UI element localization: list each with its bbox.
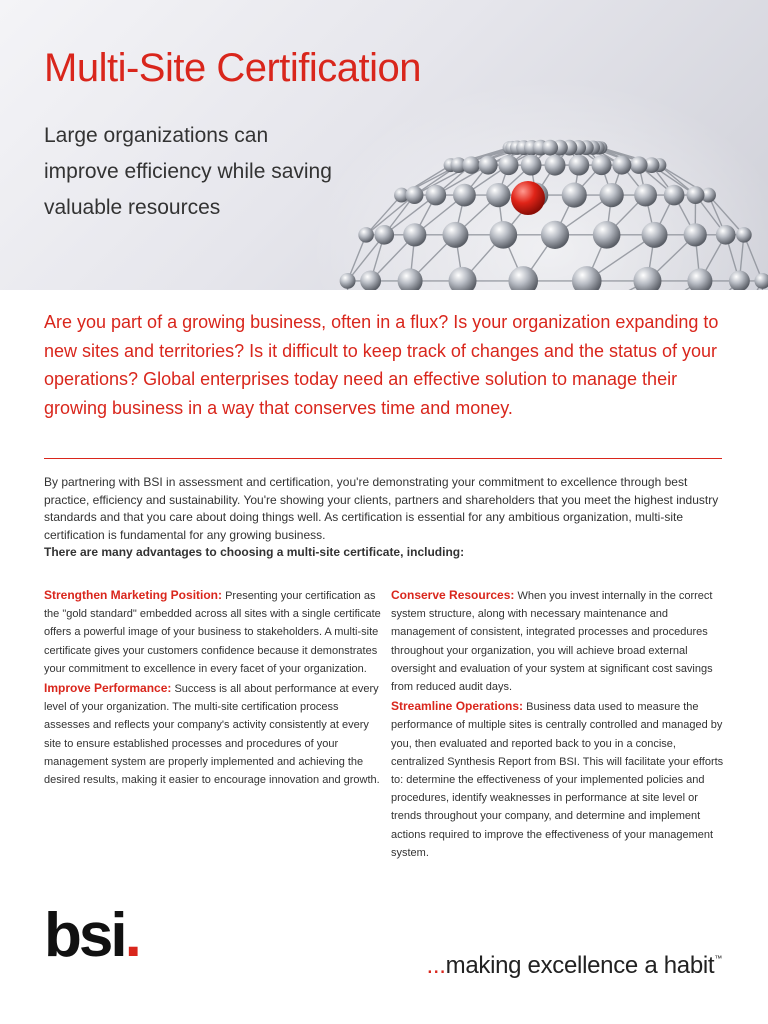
network-node — [374, 225, 394, 245]
network-node — [521, 155, 542, 176]
network-node — [612, 156, 631, 175]
network-node — [716, 225, 736, 245]
advantage-item — [44, 679, 384, 789]
advantage-text: Success is all about performance at every level of your organization. The multi-site certification process assesses and reflects your company's activity consistently at every site to ensure established processes and procedures of your management system are properly implemented and achieving the desired results, making it easier to encourage innovation and growth. — [44, 683, 380, 787]
logo-text: bsi — [44, 901, 125, 970]
network-node — [642, 222, 668, 248]
network-node — [736, 227, 752, 243]
page-subtitle: Large organizations can improve efficiency while saving valuable resources — [44, 124, 332, 219]
advantage-title: Conserve Resources: — [391, 588, 515, 602]
tagline-dots: ... — [426, 952, 446, 979]
network-node — [453, 184, 476, 207]
network-node — [486, 183, 510, 207]
network-node — [479, 156, 498, 175]
network-globe-icon — [300, 70, 768, 290]
network-node — [426, 185, 447, 206]
network-node — [490, 221, 518, 249]
advantage-title: Streamline Operations: — [391, 699, 524, 714]
body-lead: There are many advantages to choosing a multi-site certificate, including: — [44, 545, 465, 559]
network-node — [687, 186, 705, 204]
network-node — [541, 221, 569, 249]
logo-dot: . — [124, 901, 139, 970]
network-node — [340, 273, 356, 289]
advantage-item — [391, 586, 731, 696]
tagline — [427, 952, 722, 980]
network-node — [630, 156, 648, 174]
network-node — [569, 155, 590, 176]
network-node — [634, 184, 657, 207]
network-node — [562, 183, 587, 208]
highlighted-network-node — [511, 181, 545, 215]
network-node — [664, 185, 685, 206]
body-paragraph — [44, 474, 724, 562]
advantage-item — [44, 586, 384, 678]
hero-banner — [0, 0, 768, 290]
network-node — [403, 223, 426, 246]
advantage-title: Improve Performance: — [44, 681, 172, 696]
intro-callout: Are you part of a growing business, often in a flux? Is your organization expanding to new sites and territories? Is it difficult to keep track of changes and the status of your operations? Global enterprises today need an effective solution to manage their growing business in a way that conserves time and money. — [44, 312, 719, 418]
network-node — [406, 186, 424, 204]
advantages-left-column — [44, 586, 384, 790]
network-node — [542, 140, 558, 156]
tagline-text: making excellence a habit — [445, 952, 715, 979]
advantage-title: Strengthen Marketing Position: — [44, 588, 223, 602]
advantage-text: Business data used to measure the performance of multiple sites is centrally controlled and managed by you, then evaluated and reported back to you in a concise, centralized Synthesis Report from BSI. This will facilitate your efforts to: determine the effectiveness of your implemented policies and procedures, identify weaknesses in performance at site level or trends throughout your company, and determine and implement actions required to improve the effectiveness of your management system. — [391, 701, 724, 859]
advantage-item — [391, 697, 731, 862]
page-title: Multi-Site Certification — [44, 46, 422, 90]
network-node — [545, 155, 566, 176]
network-node — [591, 155, 611, 175]
advantage-text: Presenting your certification as the "gold standard" embedded across all sites with a single certificate offers a powerful image of your business to stakeholders. A multi-site certificate gives your customers confidence because it demonstrates your commitment to excellence in every facet of your organization. — [44, 590, 381, 675]
body-text: By partnering with BSI in assessment and certification, you're demonstrating your commitment to excellence through best practice, efficiency and sustainability. You're showing your clients, partners and shareholders that you meet the highest industry standards and that you care about doing things well. As certification is essential for any ambitious organization, multi-site certification is fundamental for any growing business. — [44, 475, 719, 542]
advantage-text: When you invest internally in the correct system structure, along with necessary maintenance and management of consistent, integrated processes and procedures throughout your organization, you will achieve broad external oversight and evaluation of your system at significant cost savings from reduced audit days. — [391, 590, 713, 694]
network-node — [599, 183, 623, 207]
bsi-logo — [44, 901, 139, 970]
network-node — [358, 227, 374, 243]
advantages-right-column — [391, 586, 731, 863]
trademark: ™ — [714, 954, 722, 963]
network-node — [498, 155, 518, 175]
network-node — [684, 223, 707, 246]
network-node — [443, 222, 469, 248]
divider — [44, 458, 722, 459]
network-node — [462, 156, 480, 174]
network-node — [593, 221, 621, 249]
